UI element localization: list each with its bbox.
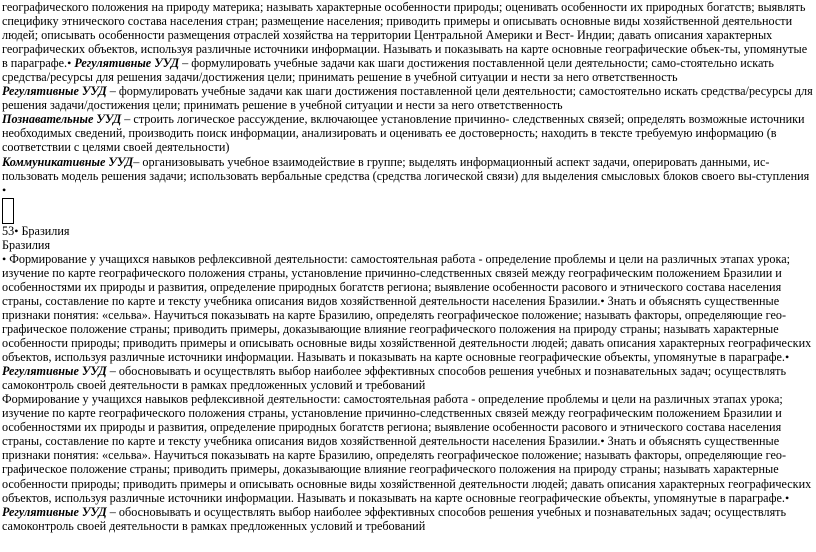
lesson-heading: [2, 224, 814, 238]
bullet-icon: •: [784, 490, 790, 505]
bullet-icon: •: [600, 293, 605, 308]
paragraph-text: географического положения на природу материка; называть характерные особенности природы; оценивать особенности их природных богатств; выявлять специфику этнического состава населения стран; размещение населения; приводить примеры и описывать основные виды хозяйственной деятельности людей; описывать особенности размещения отраслей хозяйства на территории Центральной Америки и Вест- Индии; давать описания характерных географических объектов, используя различные источники информации. Называть и показывать на карте основные географические объек-ты, упомянутые в параграфе.: [2, 0, 808, 71]
bullet-icon: •: [784, 350, 790, 365]
bullet-icon: •: [14, 223, 19, 238]
label-regulative: Регулятивные УУД: [2, 84, 107, 99]
paragraph-lesson-goals: [2, 252, 814, 392]
bullet-icon: •: [67, 56, 72, 71]
label-regulative: Регулятивные УУД: [71, 56, 180, 71]
bullet-icon: •: [2, 182, 7, 197]
lesson-number: 53: [2, 223, 15, 238]
lesson-title: Бразилия: [18, 223, 70, 238]
label-communicative: Коммуникативные УУД: [2, 154, 134, 169]
paragraph-text: – формулировать учебные задачи как шаги достижения поставленной цели деятельности; само-стоятельно искать средства/ресурсы для решения задачи/достижения цели; принимать решение в учебной ситуации и нести за него ответственность: [2, 56, 774, 85]
paragraph-text: Знать и объяснять существенные признаки понятия: «сельва». Научиться показывать на карте Бразилию, определять географическое положение; называть факторы, определяющие гео-графическое положение страны; приводить примеры, доказывающие влияние географического положения на природу страны; называть характерные особенности природы; приводить примеры и описывать основные виды хозяйственной деятельности людей; давать описания характерных географических объектов, используя различные источники информации. Называть и показывать на карте основные географические объекты, упомянутые в параграфе.: [2, 434, 812, 505]
empty-cell-box: [2, 198, 14, 224]
paragraph-text: – обосновывать и осуществлять выбор наиболее эффективных способов решения учебных и познавательных задач; осуществлять самоконтроль своей деятельности в рамках предложенных условий и требований: [2, 504, 787, 533]
lesson-subtitle: Бразилия: [2, 237, 51, 252]
paragraph-text: Формирование у учащихся навыков рефлексивной деятельности: самостоятельная работа - определение проблемы и цели на различных этапах урока; изучение по карте географического положения страны, установление причинно-следственных связей между географическим положением Бразилии и особенностями их природы и развития, определение природных богатств региона; выявление особенности расового и этнического состава населения страны, составление по карте и тексту учебника описания видов хозяйственной деятельности населения Бразилии.: [2, 392, 783, 449]
paragraph-cognitive: [2, 112, 814, 154]
bullet-icon: •: [2, 251, 7, 266]
paragraph-text: Формирование у учащихся навыков рефлексивной деятельности: самостоятельная работа - определение проблемы и цели на различных этапах урока; изучение по карте географического положения страны, установление причинно-следственных связей между географическим положением Бразилии и особенностями их природы и развития, определение природных богатств региона; выявление особенности расового и этнического состава населения страны, составление по карте и тексту учебника описания видов хозяйственной деятельности населения Бразилии.: [2, 251, 791, 308]
paragraph-text: – обосновывать и осуществлять выбор наиболее эффективных способов решения учебных и познавательных задач; осуществлять самоконтроль своей деятельности в рамках предложенных условий и требований: [2, 364, 787, 393]
paragraph-outcomes: [2, 0, 814, 84]
paragraph-regulative: [2, 84, 814, 112]
lone-bullet: [2, 183, 814, 197]
bullet-icon: •: [600, 434, 605, 449]
paragraph-text: – строить логическое рассуждение, включающее установление причинно- следственных связей; определять возможные источники необходимых сведений, производить поиск информации, анализировать и оценивать ее достоверность; находить в тексте требуемую информацию (в соответствии с целями своей деятельности): [2, 112, 805, 155]
paragraph-communicative: [2, 155, 814, 183]
paragraph-text: – организовывать учебное взаимодействие в группе; выделять информационный аспект задачи, оперировать данными, ис-пользовать модель решения задачи; использовать вербальные средства (средства логической связи) для выделения смысловых блоков своего вы-ступления: [2, 154, 810, 183]
paragraph-text: – формулировать учебные задачи как шаги достижения поставленной цели деятельности; самостоятельно искать средства/ресурсы для решения задачи/достижения цели; принимать решение в учебной ситуации и нести за него ответственность: [2, 84, 813, 113]
paragraph-lesson-goals-repeat: [2, 392, 814, 532]
label-cognitive: Познавательные УУД: [2, 112, 122, 127]
label-regulative: Регулятивные УУД: [2, 504, 107, 519]
paragraph-text: Знать и объяснять существенные признаки понятия: «сельва». Научиться показывать на карте Бразилию, определять географическое положение; называть факторы, определяющие гео-графическое положение страны; приводить примеры, доказывающие влияние географического положения на природу страны; называть характерные особенности природы; приводить примеры и описывать основные виды хозяйственной деятельности людей; давать описания характерных географических объектов, используя различные источники информации. Называть и показывать на карте основные географические объекты, упомянутые в параграфе.: [2, 293, 812, 365]
label-regulative: Регулятивные УУД: [2, 364, 107, 379]
